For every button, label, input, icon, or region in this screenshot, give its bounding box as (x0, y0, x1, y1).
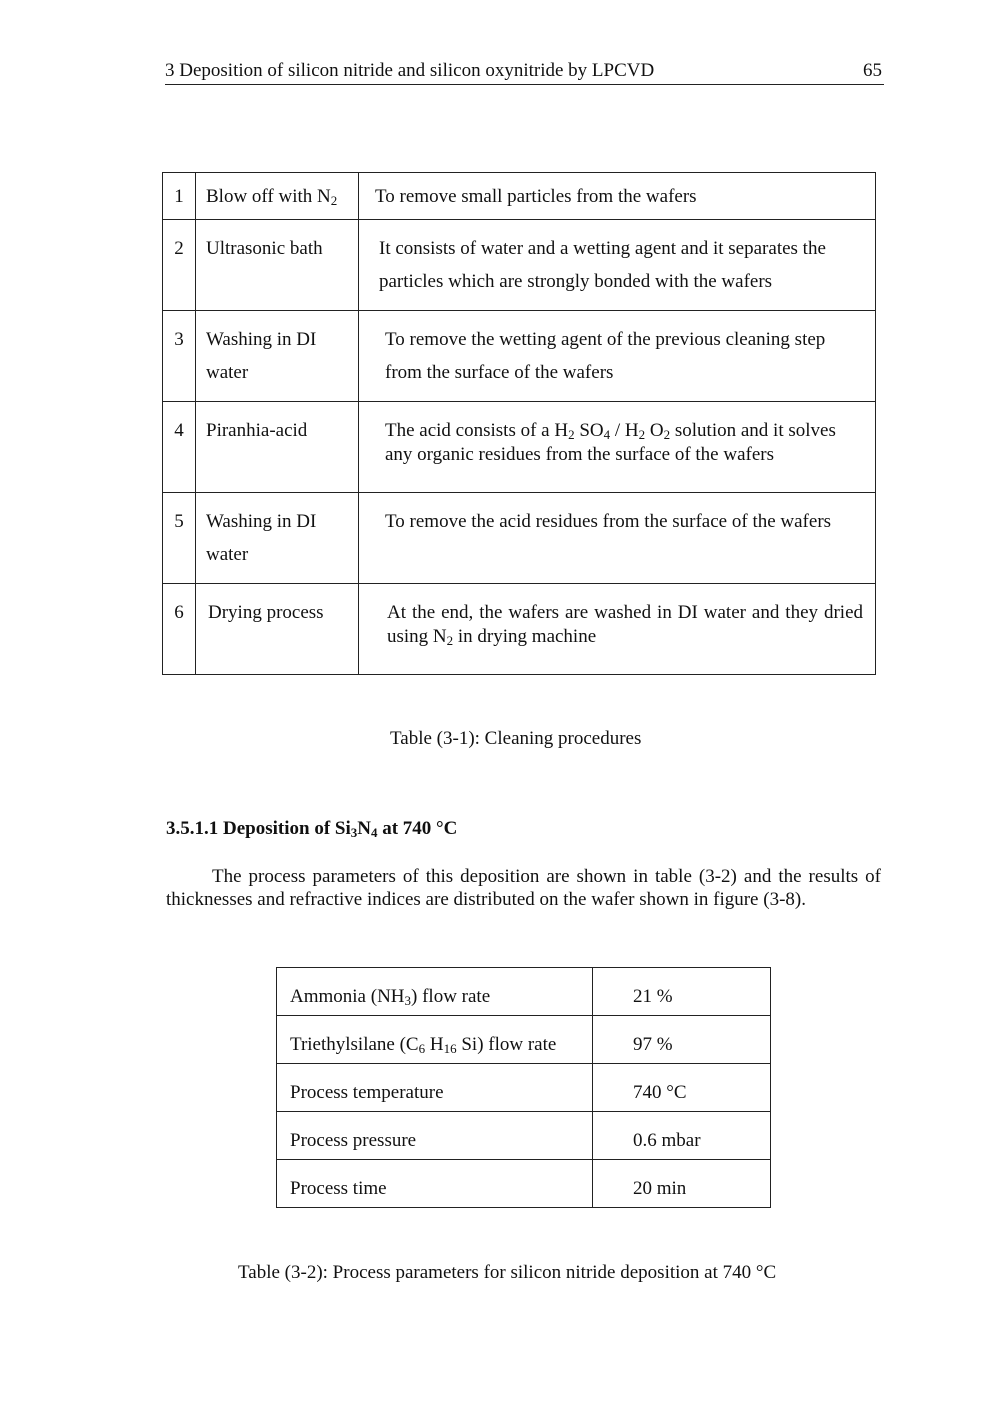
step-description: At the end, the wafers are washed in DI water and they dried using $N_2$ in drying machine (359, 584, 876, 675)
step-name: Ultrasonic bath (196, 220, 359, 311)
running-header (165, 58, 884, 85)
step-number: 6 (163, 584, 196, 675)
table-caption: Table (3-1): Cleaning procedures (390, 728, 642, 749)
step-name: Washing in DI water (196, 311, 359, 402)
step-description: The acid consists of a $H_2$ $SO_4 / H_2$ $O_2$ solution and it solves any organic residues from the surface of the wafers (359, 402, 876, 493)
step-name: Washing in DI water (196, 493, 359, 584)
process-parameters-table (276, 967, 771, 1208)
table-row (163, 584, 876, 675)
table-row (163, 493, 876, 584)
step-name: Blow off with $N_2$ (196, 173, 359, 220)
page-number: 65 (863, 60, 882, 81)
step-name: Drying process (196, 584, 359, 675)
step-description: To remove small particles from the wafers (359, 173, 876, 220)
parameter-name: Ammonia $(NH_3)$ flow rate (277, 968, 593, 1016)
step-description: To remove the acid residues from the surface of the wafers (359, 493, 876, 584)
table-row (277, 1064, 771, 1112)
parameter-value: 0.6 mbar (593, 1112, 771, 1160)
step-number: 3 (163, 311, 196, 402)
parameter-name: Process pressure (277, 1112, 593, 1160)
parameter-value: 97 % (593, 1016, 771, 1064)
parameter-value: 21 % (593, 968, 771, 1016)
parameter-name: Triethylsilane ($C_6$ $H_{16}$ Si) flow rate (277, 1016, 593, 1064)
parameter-name: Process time (277, 1160, 593, 1208)
table-row (163, 173, 876, 220)
header-title: 3 Deposition of silicon nitride and silicon oxynitride by LPCVD (165, 60, 655, 81)
step-number: 5 (163, 493, 196, 584)
parameter-name: Process temperature (277, 1064, 593, 1112)
table-row (277, 968, 771, 1016)
table-row (277, 1160, 771, 1208)
step-name: Piranhia-acid (196, 402, 359, 493)
step-description: It consists of water and a wetting agent and it separates the particles which are strongly bonded with the wafers (359, 220, 876, 311)
parameter-value: 20 min (593, 1160, 771, 1208)
step-number: 1 (163, 173, 196, 220)
table-caption: Table (3-2): Process parameters for silicon nitride deposition at 740 °C (238, 1262, 777, 1283)
step-number: 4 (163, 402, 196, 493)
section-heading: 3.5.1.1 Deposition of $Si_3N_4$ at 740 °C (166, 818, 458, 840)
step-number: 2 (163, 220, 196, 311)
table-row (277, 1112, 771, 1160)
table-row (163, 220, 876, 311)
body-paragraph: The process parameters of this deposition are shown in table (3-2) and the results of thicknesses and refractive indices are distributed on the wafer shown in figure (3-8). (166, 866, 881, 910)
table-row (277, 1016, 771, 1064)
table-row (163, 402, 876, 493)
cleaning-procedures-table (162, 172, 876, 675)
parameter-value: 740 °C (593, 1064, 771, 1112)
table-row (163, 311, 876, 402)
step-description: To remove the wetting agent of the previous cleaning step from the surface of the wafers (359, 311, 876, 402)
